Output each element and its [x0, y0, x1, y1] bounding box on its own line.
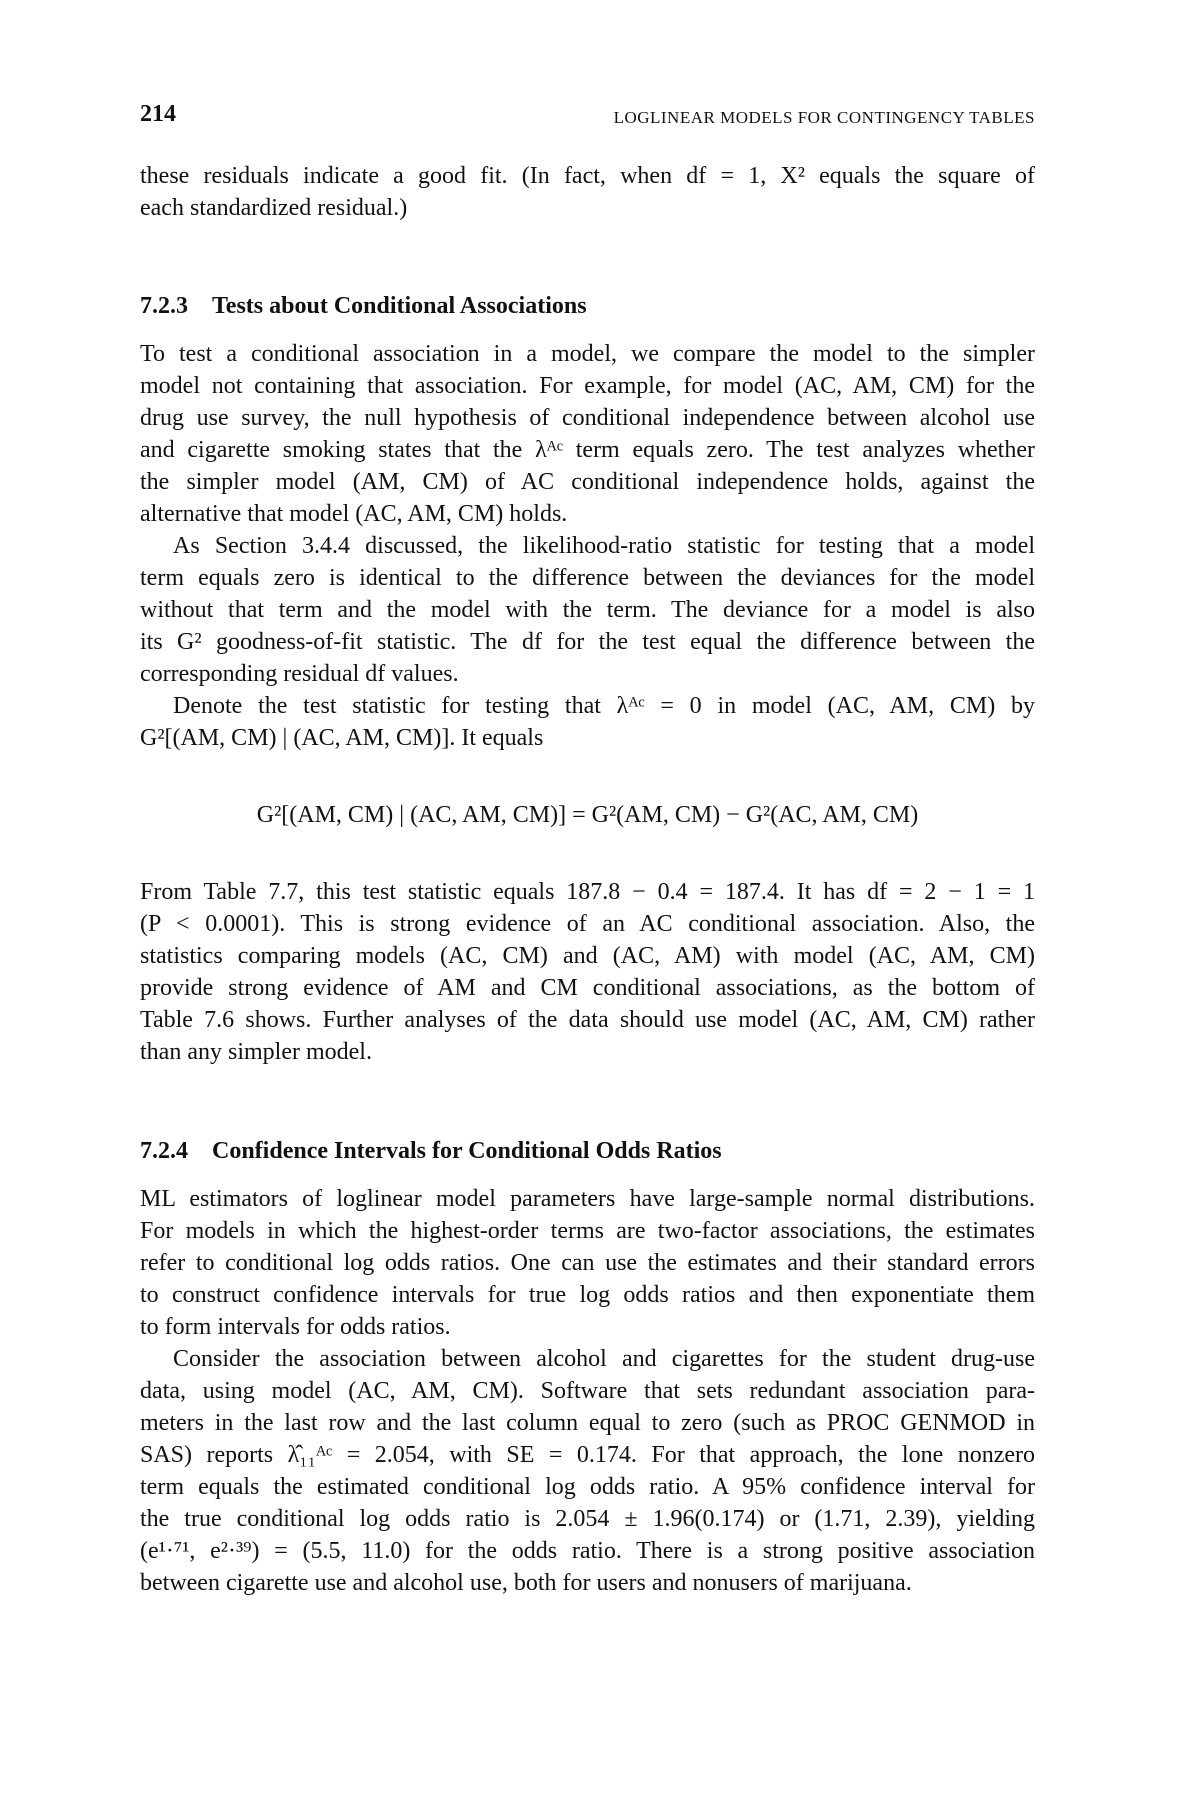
paragraph-denote: [140, 690, 1035, 754]
text-line: SAS) reports λ̂₁₁ᴬᶜ = 2.054, with SE = 0.174. For that approach, the lone nonzero: [140, 1442, 1035, 1468]
text-line: alternative that model (AC, AM, CM) holds.: [140, 501, 568, 527]
paragraph-consider-association: [140, 1343, 1035, 1599]
text-line: (e¹·⁷¹, e²·³⁹) = (5.5, 11.0) for the odds ratio. There is a strong positive association: [140, 1538, 1035, 1564]
display-equation: G²[(AM, CM) | (AC, AM, CM)] = G²(AM, CM) − G²(AC, AM, CM): [256, 802, 919, 828]
text-line: the simpler model (AM, CM) of AC conditional independence holds, against the: [140, 469, 1035, 495]
text-line: From Table 7.7, this test statistic equals 187.8 − 0.4 = 187.4. It has df = 2 − 1 = 1: [140, 879, 1035, 905]
text-line: each standardized residual.): [140, 195, 408, 221]
paragraph-residuals: [140, 160, 1035, 224]
text-line: between cigarette use and alcohol use, both for users and nonusers of marijuana.: [140, 1570, 912, 1596]
text-line: than any simpler model.: [140, 1039, 372, 1065]
section-number: 7.2.4: [140, 1138, 188, 1164]
text-line: data, using model (AC, AM, CM). Software that sets redundant association para-: [140, 1378, 1035, 1404]
text-line: As Section 3.4.4 discussed, the likelihood-ratio statistic for testing that a model: [173, 533, 1035, 559]
text-line: refer to conditional log odds ratios. One can use the estimates and their standard errors: [140, 1250, 1035, 1276]
text-line: G²[(AM, CM) | (AC, AM, CM)]. It equals: [140, 725, 544, 751]
text-line: statistics comparing models (AC, CM) and (AC, AM) with model (AC, AM, CM): [140, 943, 1035, 969]
text-line: Table 7.6 shows. Further analyses of the data should use model (AC, AM, CM) rather: [140, 1007, 1035, 1033]
section-title: Tests about Conditional Associations: [212, 293, 587, 319]
text-line: term equals zero is identical to the difference between the deviances for the model: [140, 565, 1035, 591]
text-line: the true conditional log odds ratio is 2.054 ± 1.96(0.174) or (1.71, 2.39), yielding: [140, 1506, 1035, 1532]
paragraph-from-table: [140, 876, 1035, 1068]
page-number: 214: [140, 101, 176, 127]
text-line: without that term and the model with the term. The deviance for a model is also: [140, 597, 1035, 623]
text-line: Consider the association between alcohol and cigarettes for the student drug-use: [173, 1346, 1035, 1372]
text-line: provide strong evidence of AM and CM conditional associations, as the bottom of: [140, 975, 1035, 1001]
text-line: meters in the last row and the last column equal to zero (such as PROC GENMOD in: [140, 1410, 1035, 1436]
text-line: to construct confidence intervals for true log odds ratios and then exponentiate them: [140, 1282, 1035, 1308]
text-line: these residuals indicate a good fit. (In fact, when df = 1, X² equals the square of: [140, 163, 1035, 189]
text-line: (P < 0.0001). This is strong evidence of an AC conditional association. Also, the: [140, 911, 1035, 937]
paragraph-ml-estimators: [140, 1183, 1035, 1343]
text-line: To test a conditional association in a model, we compare the model to the simpler: [140, 341, 1035, 367]
section-title: Confidence Intervals for Conditional Odds Ratios: [212, 1138, 722, 1164]
page-header: [140, 98, 1035, 130]
text-line: drug use survey, the null hypothesis of conditional independence between alcohol use: [140, 405, 1035, 431]
section-heading-7-2-4: [140, 1135, 1035, 1167]
paragraph-test-conditional: [140, 338, 1035, 530]
text-line: to form intervals for odds ratios.: [140, 1314, 451, 1340]
text-line: For models in which the highest-order terms are two-factor associations, the estimates: [140, 1218, 1035, 1244]
running-head: LOGLINEAR MODELS FOR CONTINGENCY TABLES: [613, 108, 1035, 127]
section-heading-7-2-3: [140, 290, 1035, 322]
text-line: corresponding residual df values.: [140, 661, 459, 687]
text-line: term equals the estimated conditional log odds ratio. A 95% confidence interval for: [140, 1474, 1035, 1500]
text-line: and cigarette smoking states that the λᴬᶜ term equals zero. The test analyzes whether: [140, 437, 1035, 463]
text-line: model not containing that association. For example, for model (AC, AM, CM) for the: [140, 373, 1035, 399]
paragraph-likelihood-ratio: [140, 530, 1035, 690]
text-line: Denote the test statistic for testing that λᴬᶜ = 0 in model (AC, AM, CM) by: [173, 693, 1035, 719]
section-number: 7.2.3: [140, 293, 188, 319]
text-line: ML estimators of loglinear model parameters have large-sample normal distributions.: [140, 1186, 1035, 1212]
text-line: its G² goodness-of-fit statistic. The df for the test equal the difference between the: [140, 629, 1035, 655]
